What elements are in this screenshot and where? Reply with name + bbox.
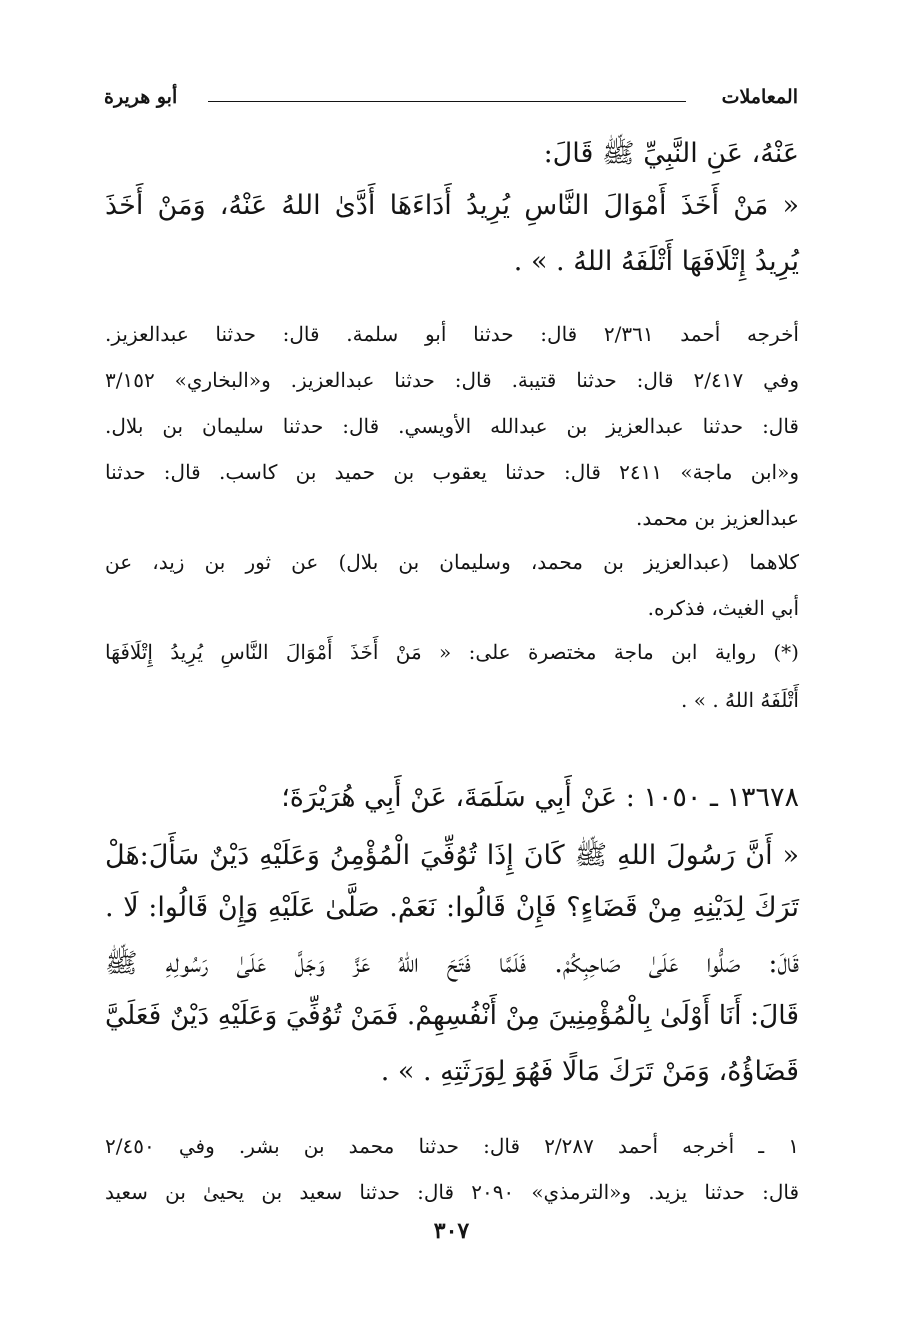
hadith-line: قَضَاؤُهُ، وَمَنْ تَرَكَ مَالًا فَهُوَ لِوَرَثَتِهِ . » .: [380, 1056, 799, 1087]
takhrij-line: عبدالعزيز بن محمد.: [636, 506, 799, 530]
note-line: أَتْلَفَهُ اللهُ . » .: [681, 688, 799, 712]
hadith-line: يُرِيدُ إِتْلَافَهَا أَتْلَفَهُ اللهُ . » .: [513, 246, 799, 277]
header-narrator: أبو هريرة: [104, 86, 178, 108]
hadith-line: « أَنَّ رَسُولَ اللهِ ﷺ كَانَ إِذَا تُوُفِّيَ الْمُؤْمِنُ وَعَلَيْهِ دَيْنٌ سَأَلَ:هَلْ: [105, 840, 799, 871]
hadith-line: « مَنْ أَخَذَ أَمْوَالَ النَّاسِ يُرِيدُ أَدَاءَهَا أَدَّىٰ اللهُ عَنْهُ، وَمَنْ أَخَذَ: [105, 190, 799, 221]
takhrij-line: أخرجه أحمد ٢/٣٦١ قال: حدثنا أبو سلمة. قال: حدثنا عبدالعزيز.: [105, 322, 799, 346]
takhrij-line: قال: حدثنا عبدالعزيز بن عبدالله الأويسي. قال: حدثنا سليمان بن بلال.: [105, 414, 799, 438]
takhrij-line: و«ابن ماجة» ٢٤١١ قال: حدثنا يعقوب بن حميد بن كاسب. قال: حدثنا: [105, 460, 799, 484]
takhrij-line: ١ ـ أخرجه أحمد ٢/٢٨٧ قال: حدثنا محمد بن بشر. وفي ٢/٤٥٠: [105, 1134, 800, 1158]
hadith-line: قَالَ: أَنَا أَوْلَىٰ بِالْمُؤْمِنِينَ مِنْ أَنْفُسِهِمْ. فَمَنْ تُوُفِّيَ وَعَلَيْهِ دَيْنٌ فَعَلَيَّ: [105, 1000, 799, 1031]
note-line: (*) رواية ابن ماجة مختصرة على: « مَنْ أَخَذَ أَمْوَالَ النَّاسِ يُرِيدُ إِتْلَافَهَا: [105, 640, 799, 664]
page-number: ٣٠٧: [433, 1218, 470, 1244]
takhrij-line: وفي ٢/٤١٧ قال: حدثنا قتيبة. قال: حدثنا عبدالعزيز. و«البخاري» ٣/١٥٢: [105, 368, 799, 392]
running-header: [104, 84, 798, 114]
takhrij-line: كلاهما (عبدالعزيز بن محمد، وسليمان بن بلال) عن ثور بن زيد، عن: [105, 550, 799, 574]
hadith-line: عَنْهُ، عَنِ النَّبِيِّ ﷺ قَالَ:: [543, 138, 799, 169]
header-section-title: المعاملات: [721, 86, 798, 108]
header-rule: [208, 101, 686, 102]
takhrij-line: أبي الغيث، فذكره.: [647, 596, 799, 620]
hadith-heading: ١٣٦٧٨ ـ ١٠٥٠ : عَنْ أَبِي سَلَمَةَ، عَنْ أَبِي هُرَيْرَةَ؛: [281, 782, 799, 813]
hadith-line: قَالَ: صَلُّوا عَلَىٰ صَاحِبِكُمْ. فَلَمَّا فَتَحَ اللهُ عَزَّ وَجَلَّ عَلَىٰ رَسُولِهِ ﷺ: [105, 948, 799, 979]
takhrij-line: قال: حدثنا يزيد. و«الترمذي» ٢٠٩٠ قال: حدثنا سعيد بن يحيىٰ بن سعيد: [105, 1180, 800, 1204]
hadith-line: تَرَكَ لِدَيْنِهِ مِنْ قَضَاءٍ؟ فَإِنْ قَالُوا: نَعَمْ. صَلَّىٰ عَلَيْهِ وَإِنْ قَالُوا: لَا .: [105, 892, 799, 923]
